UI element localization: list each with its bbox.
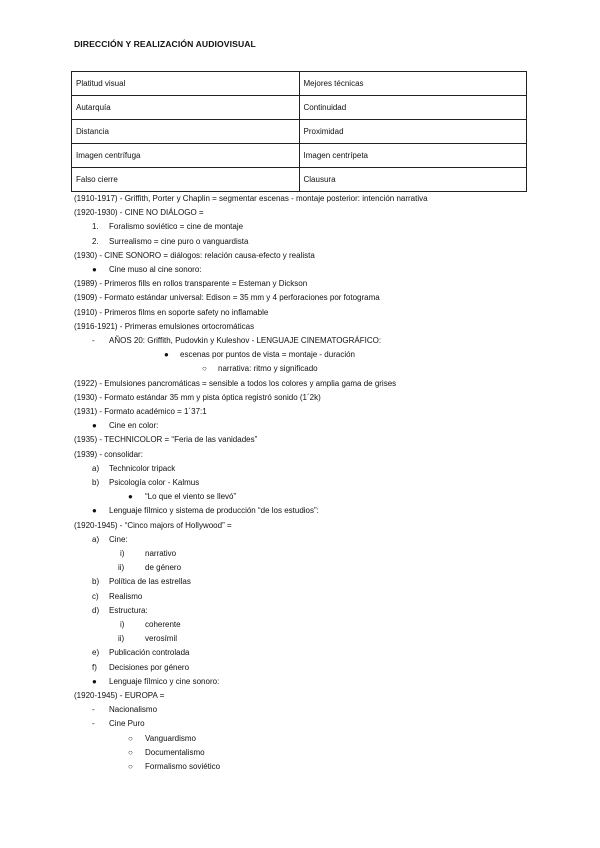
table-cell-left: Platitud visual [72,72,300,96]
text-line: (1922) - Emulsiones pancromáticas = sensible a todos los colores y amplia gama de grises [74,378,397,388]
text-line: (1935) - TECHNICOLOR = “Feria de las vanidades” [74,435,258,445]
list-marker: e) [92,648,100,658]
text-line: Surrealismo = cine puro o vanguardista [109,236,249,246]
list-marker: ● [92,265,97,274]
list-marker: ○ [128,762,133,771]
comparison-table [71,71,527,192]
text-line: (1910-1917) - Griffith, Porter y Chaplin = segmentar escenas - montaje posterior: intención narrativa [74,194,428,203]
text-line: verosímil [145,634,178,644]
text-line: Publicación controlada [109,648,190,658]
text-line: Technicolor tripack [109,463,176,473]
text-line: narrativo [145,549,177,558]
list-marker: d) [92,605,100,615]
table-cell-left: Falso cierre [72,168,300,192]
list-marker: a) [92,463,100,473]
text-line: Cine Puro [109,719,145,729]
text-line: “Lo que el viento se llevó” [145,492,237,502]
text-line: coherente [145,620,181,629]
list-marker: i) [120,549,125,558]
list-marker: ○ [128,747,133,757]
list-marker: - [92,705,95,715]
list-marker: - [92,719,95,729]
table-row [72,120,527,144]
text-line: (1939) - consolidar: [74,449,143,459]
table-row [72,72,527,96]
text-line: Vanguardismo [145,733,196,743]
text-line: (1920-1945) - EUROPA = [74,691,165,700]
text-line: Decisiones por género [109,662,190,672]
text-line: Foralismo soviético = cine de montaje [109,222,244,232]
text-line: (1920-1930) - CINE NO DIÁLOGO = [74,208,204,218]
text-line: (1916-1921) - Primeras emulsiones ortocromáticas [74,321,255,331]
table-cell-left: Autarquía [72,96,300,120]
list-marker: ● [92,506,97,516]
text-line: Nacionalismo [109,705,158,715]
text-line: Política de las estrellas [109,577,191,587]
text-line: Cine en color: [109,421,159,431]
list-marker: ○ [202,364,207,374]
text-line: (1910) - Primeros films en soporte safety no inflamable [74,307,269,317]
list-marker: b) [92,478,100,487]
list-marker: c) [92,591,99,601]
list-marker: i) [120,620,125,629]
text-line: de género [145,563,182,573]
table-row [72,168,527,192]
table-row [72,144,527,168]
list-marker: ○ [128,733,133,743]
table-cell-right: Imagen centrípeta [299,144,527,168]
list-marker: 1. [92,222,99,232]
text-line: Formalismo soviético [145,762,221,771]
list-marker: ii) [118,563,125,573]
list-marker: b) [92,577,100,587]
text-line: Lenguaje fílmico y cine sonoro: [109,676,220,686]
table-cell-right: Clausura [299,168,527,192]
list-marker: - [92,336,95,345]
list-marker: a) [92,534,100,544]
text-line: (1989) - Primeros fills en rollos transparente = Esteman y Dickson [74,279,308,289]
text-line: (1920-1945) - “Cinco majors of Hollywood” = [74,520,232,530]
text-line: narrativa: ritmo y significado [218,364,318,374]
text-line: Estructura: [109,605,148,615]
document-title: DIRECCIÓN Y REALIZACIÓN AUDIOVISUAL [74,39,256,49]
table-cell-left: Imagen centrífuga [72,144,300,168]
text-line: Realismo [109,591,143,601]
text-line: (1909) - Formato estándar universal: Edison = 35 mm y 4 perforaciones por fotograma [74,293,380,303]
table-cell-left: Distancia [72,120,300,144]
list-marker: 2. [92,236,99,246]
table-cell-right: Mejores técnicas [299,72,527,96]
text-line: Lenguaje fílmico y sistema de producción “de los estudios”: [109,506,319,516]
table-cell-right: Continuidad [299,96,527,120]
text-line: (1930) - Formato estándar 35 mm y pista óptica registró sonido (1´2k) [74,392,321,402]
list-marker: ● [128,492,133,502]
text-line: Psicología color - Kalmus [109,478,200,487]
list-marker: ● [92,421,97,431]
text-line: Cine muso al cine sonoro: [109,265,202,274]
text-line: (1931) - Formato académico = 1´37:1 [74,407,207,416]
table-row [72,96,527,120]
text-line: Cine: [109,534,128,544]
list-marker: ● [92,676,97,686]
list-marker: ii) [118,634,125,644]
list-marker: ● [164,350,169,360]
text-line: escenas por puntos de vista = montaje - duración [180,350,355,360]
table-cell-right: Proximidad [299,120,527,144]
text-line: Documentalismo [145,747,205,757]
text-line: AÑOS 20: Griffith, Pudovkin y Kuleshov - LENGUAJE CINEMATOGRÁFICO: [109,336,382,345]
text-line: (1930) - CINE SONORO = diálogos: relación causa-efecto y realista [74,250,315,260]
list-marker: f) [92,662,97,672]
